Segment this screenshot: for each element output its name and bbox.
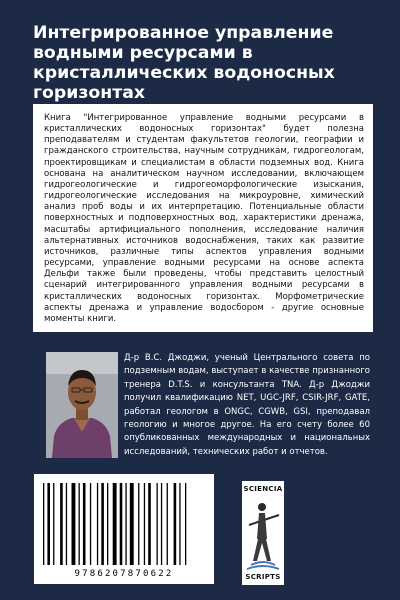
description-panel xyxy=(33,104,373,332)
book-description: Книга "Интегрированное управление водными ресурсами в кристаллических водоносных горизонтах" будет полезна преподавателям и студентам факультетов геологии, географии и гражданского строительства, научным сотрудникам, гидрогеологам, проектировщикам и специалистам в области подземных вод. Книга основана на аналитическом научном исследовании, включающем гидрогеологические и гидрогеоморфологические изыскания, гидрогеологические исследования на микроуровне, химический анализ проб воды и их интерпретацию. Потенциальные области поверхностных и подповерхностных вод, характеристики дренажа, масштабы артифициального пополнения, исследование наличия альтернативных источников водоснабжения, таких как развитие источников, различные типы аспектов управления водными ресурсами, управление водными ресурсами на основе аспекта Дельфи также были проведены, чтобы представить целостный сценарий интегрированного управления водными ресурсами в кристаллических водоносных горизонтах. Морфометрические аспекты дренажа и управление водосбором - другие основные моменты книги. xyxy=(44,113,364,324)
barcode-bars xyxy=(41,483,207,565)
publisher-name-top: SCIENCIA xyxy=(243,485,283,493)
isbn-barcode xyxy=(34,474,214,584)
publisher-name-bottom: SCRIPTS xyxy=(245,573,281,581)
book-title: Интегрированное управление водными ресурсами в кристаллических водоносных горизонтах xyxy=(33,23,335,103)
author-photo xyxy=(46,352,118,458)
publisher-logo xyxy=(242,481,284,585)
scientist-figure-icon xyxy=(245,495,281,571)
isbn-number: 9786207870622 xyxy=(74,569,174,579)
author-bio: Д-р В.С. Джоджи, ученый Центрального совета по подземным водам, выступает в качестве признанного тренера D.T.S. и консультанта TNA. Д-р Джоджи получил квалификацию NET, UGC-JRF, CSIR-JRF, GATE, работал геологом в ONGC, CGWB, GSI, преподавал геологию и многое другое. На его счету более 60 опубликованных международных и национальных исследований, технических работ и отчетов. xyxy=(124,353,370,457)
